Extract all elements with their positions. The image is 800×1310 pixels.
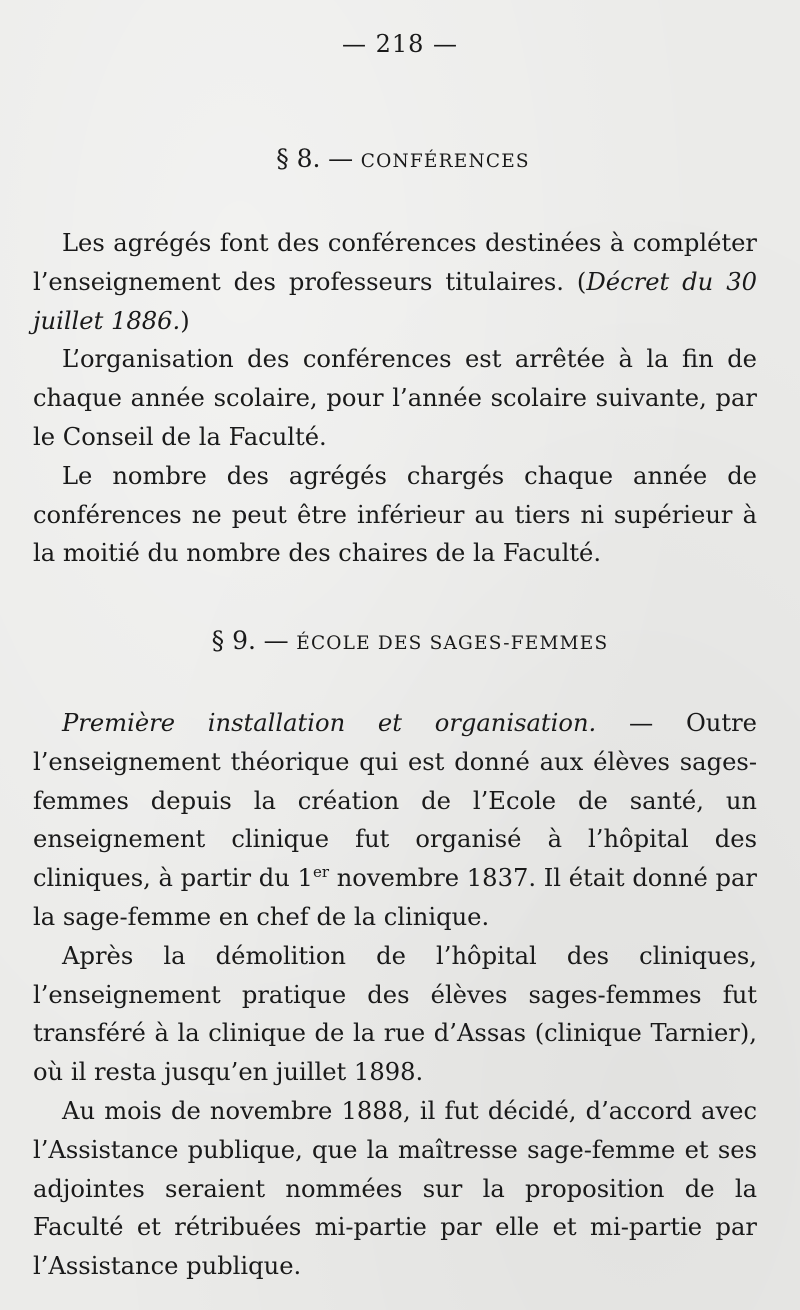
section-9-heading <box>10 626 800 655</box>
section-8-paragraph-3: Le nombre des agrégés chargés chaque année de conférences ne peut être inférieur au tiers ni supérieur à la moitié du nombre des chaires de la Faculté. <box>33 461 757 568</box>
section-9-paragraph-2: Après la démolition de l’hôpital des cliniques, l’enseignement pratique des élèves sages-femmes fut transféré à la clinique de la rue d’Assas (clinique Tarnier), où il resta jusqu’en juillet 1898. <box>33 941 757 1087</box>
section-9-paragraph-3: Au mois de novembre 1888, il fut décidé, d’accord avec l’Assistance publique, que la maîtresse sage-femme et ses adjointes seraient nommées sur la proposition de la Faculté et rétribuées mi-partie par elle et mi-partie par l’Assistance publique. <box>33 1096 757 1281</box>
section-9-paragraph-1-text-a: — Outre l’enseignement théorique qui est donné aux élèves sages-femmes depuis la création de l’Ecole de santé, un enseignement clinique fut organisé à l’hôpital des cliniques, à partir du 1 <box>33 709 757 893</box>
page-number: — 218 — <box>341 30 459 58</box>
section-9-dash: — <box>263 626 289 655</box>
section-8-paragraph-1-text: Les agrégés font des conférences destinées à compléter l’enseignement des professeurs titulaires. ( <box>33 229 757 296</box>
section-8-title: CONFÉRENCES <box>360 151 530 172</box>
section-8-paragraph-1-close: ) <box>180 306 190 335</box>
ordinal-superscript: er <box>312 863 329 882</box>
section-8-body <box>33 224 757 573</box>
section-8-symbol: § 8. <box>276 144 321 173</box>
section-8-heading <box>3 144 800 173</box>
section-9-title: ÉCOLE DES SAGES-FEMMES <box>296 633 609 654</box>
section-9-paragraph-1-text-b: novembre 1837. Il était donné par la sage-femme en chef de la clinique. <box>33 864 757 931</box>
section-8-dash: — <box>328 144 354 173</box>
section-9-body <box>33 704 757 1286</box>
section-8-paragraph-2: L’organisation des conférences est arrêtée à la fin de chaque année scolaire, pour l’année scolaire suivante, par le Conseil de la Faculté. <box>33 345 757 451</box>
section-9-paragraph-1 <box>33 704 757 937</box>
decree-citation: Décret du 30 juillet 1886. <box>33 267 757 335</box>
section-8-paragraph-1 <box>33 224 757 340</box>
section-9-lead: Première installation et organisation. <box>62 709 597 737</box>
section-9-symbol: § 9. <box>211 626 256 655</box>
